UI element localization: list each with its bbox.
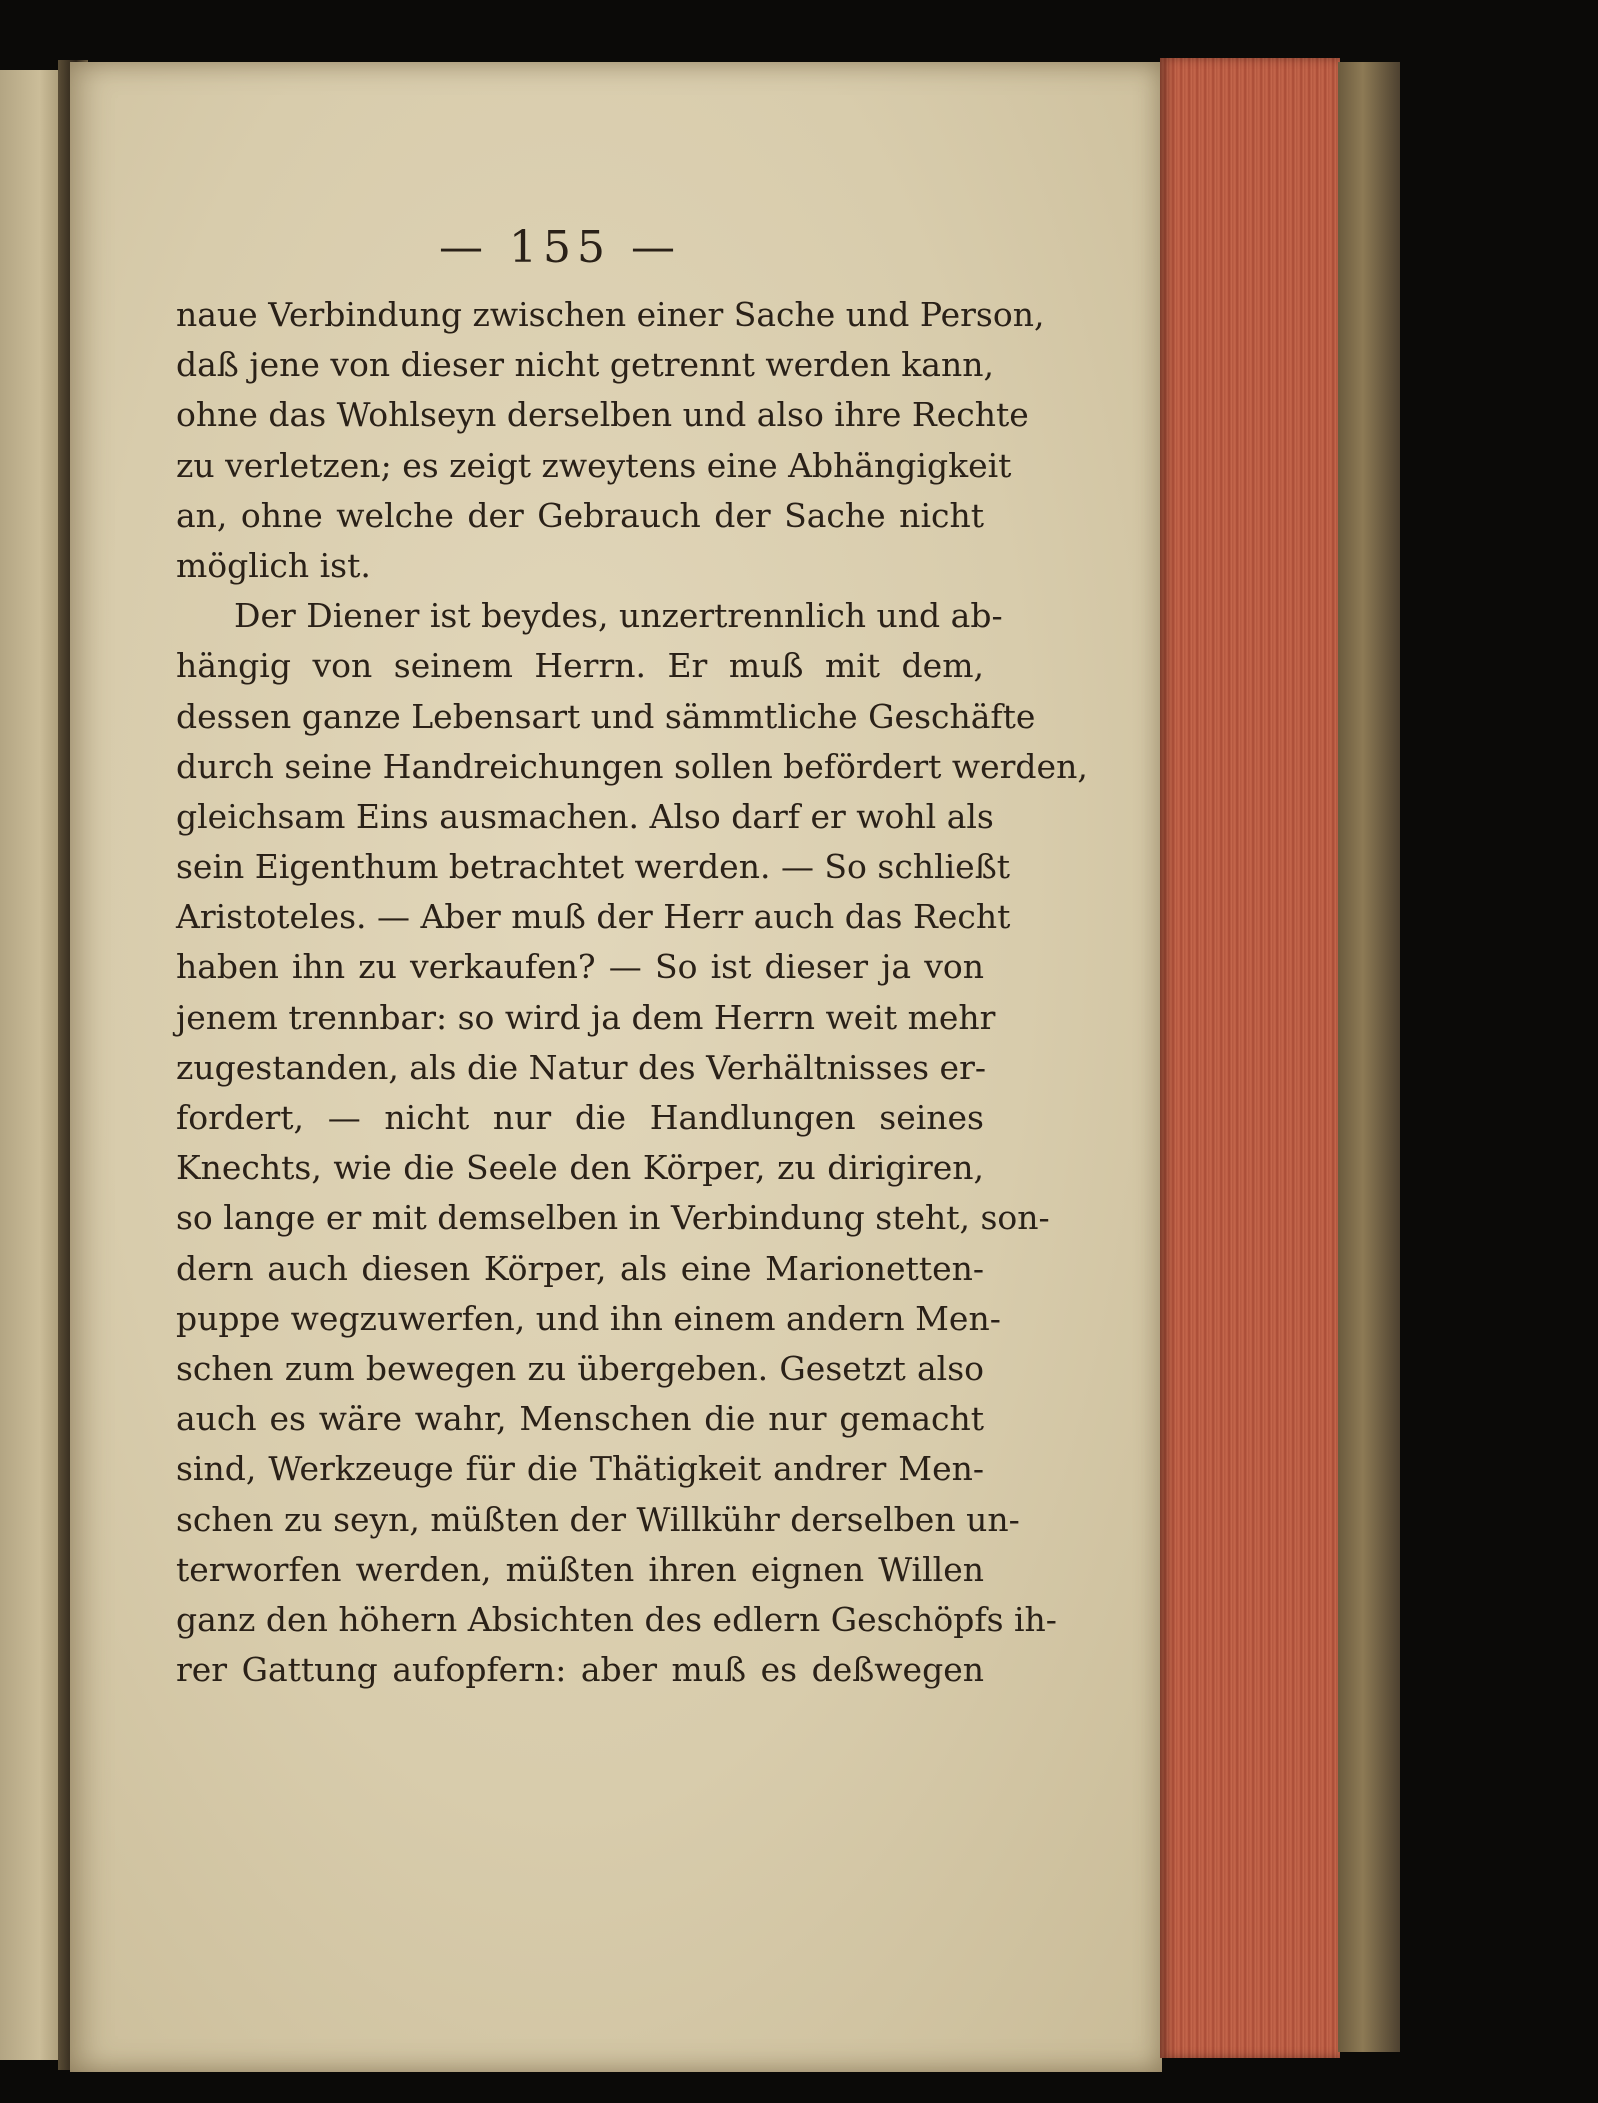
text-line: jenem trennbar: so wird ja dem Herrn weit mehr [176, 997, 996, 1037]
text-line: dessen ganze Lebensart und sämmtliche Geschäfte [176, 696, 1036, 736]
text-line: zu verletzen; es zeigt zweytens eine Abhängigkeit [176, 445, 1012, 485]
text-line: naue Verbindung zwischen einer Sache und Person, [176, 295, 1045, 334]
facing-page-edge [0, 70, 66, 2060]
text-line: fordert, — nicht nur die Handlungen seines [176, 1098, 984, 1137]
text-line: daß jene von dieser nicht getrennt werden kann, [176, 345, 994, 385]
text-line: ohne das Wohlseyn derselben und also ihre Rechte [176, 395, 1029, 435]
text-line: möglich ist. [176, 545, 371, 585]
text-line: an, ohne welche der Gebrauch der Sache nicht [176, 495, 984, 535]
body-text [176, 290, 1088, 1695]
text-line: sein Eigenthum betrachtet werden. — So schließt [176, 847, 1011, 887]
text-line: hängig von seinem Herrn. Er muß mit dem, [176, 646, 984, 686]
book-cover-edge [1338, 62, 1400, 2052]
text-line: auch es wäre wahr, Menschen die nur gemacht [176, 1399, 984, 1439]
text-line: puppe wegzuwerfen, und ihn einem andern Men- [176, 1298, 1001, 1338]
text-line: haben ihn zu verkaufen? — So ist dieser ja von [176, 947, 984, 987]
text-line: durch seine Handreichungen sollen befördert werden, [176, 746, 1088, 786]
text-line: zugestanden, als die Natur des Verhältnisses er- [176, 1047, 986, 1087]
text-line: Der Diener ist beydes, unzertrennlich und ab- [234, 596, 1003, 636]
text-line: gleichsam Eins ausmachen. Also darf er wohl als [176, 796, 994, 836]
text-line: schen zum bewegen zu übergeben. Gesetzt also [176, 1348, 984, 1388]
text-line: terworfen werden, müßten ihren eignen Willen [176, 1549, 984, 1589]
text-line: sind, Werkzeuge für die Thätigkeit andrer Men- [176, 1449, 984, 1489]
text-line: rer Gattung aufopfern: aber muß es deßwegen [176, 1650, 984, 1690]
text-line: schen zu seyn, müßten der Willkühr derselben un- [176, 1499, 1020, 1539]
text-line: Knechts, wie die Seele den Körper, zu dirigiren, [176, 1148, 984, 1188]
text-line: ganz den höhern Absichten des edlern Geschöpfs ih- [176, 1599, 1057, 1639]
page-number: — 155 — [439, 222, 681, 273]
page-fore-edge [1160, 58, 1340, 2058]
text-line: Aristoteles. — Aber muß der Herr auch das Recht [176, 897, 1011, 937]
text-line: dern auch diesen Körper, als eine Marionetten- [176, 1248, 984, 1288]
text-line: so lange er mit demselben in Verbindung steht, son- [176, 1198, 1050, 1238]
